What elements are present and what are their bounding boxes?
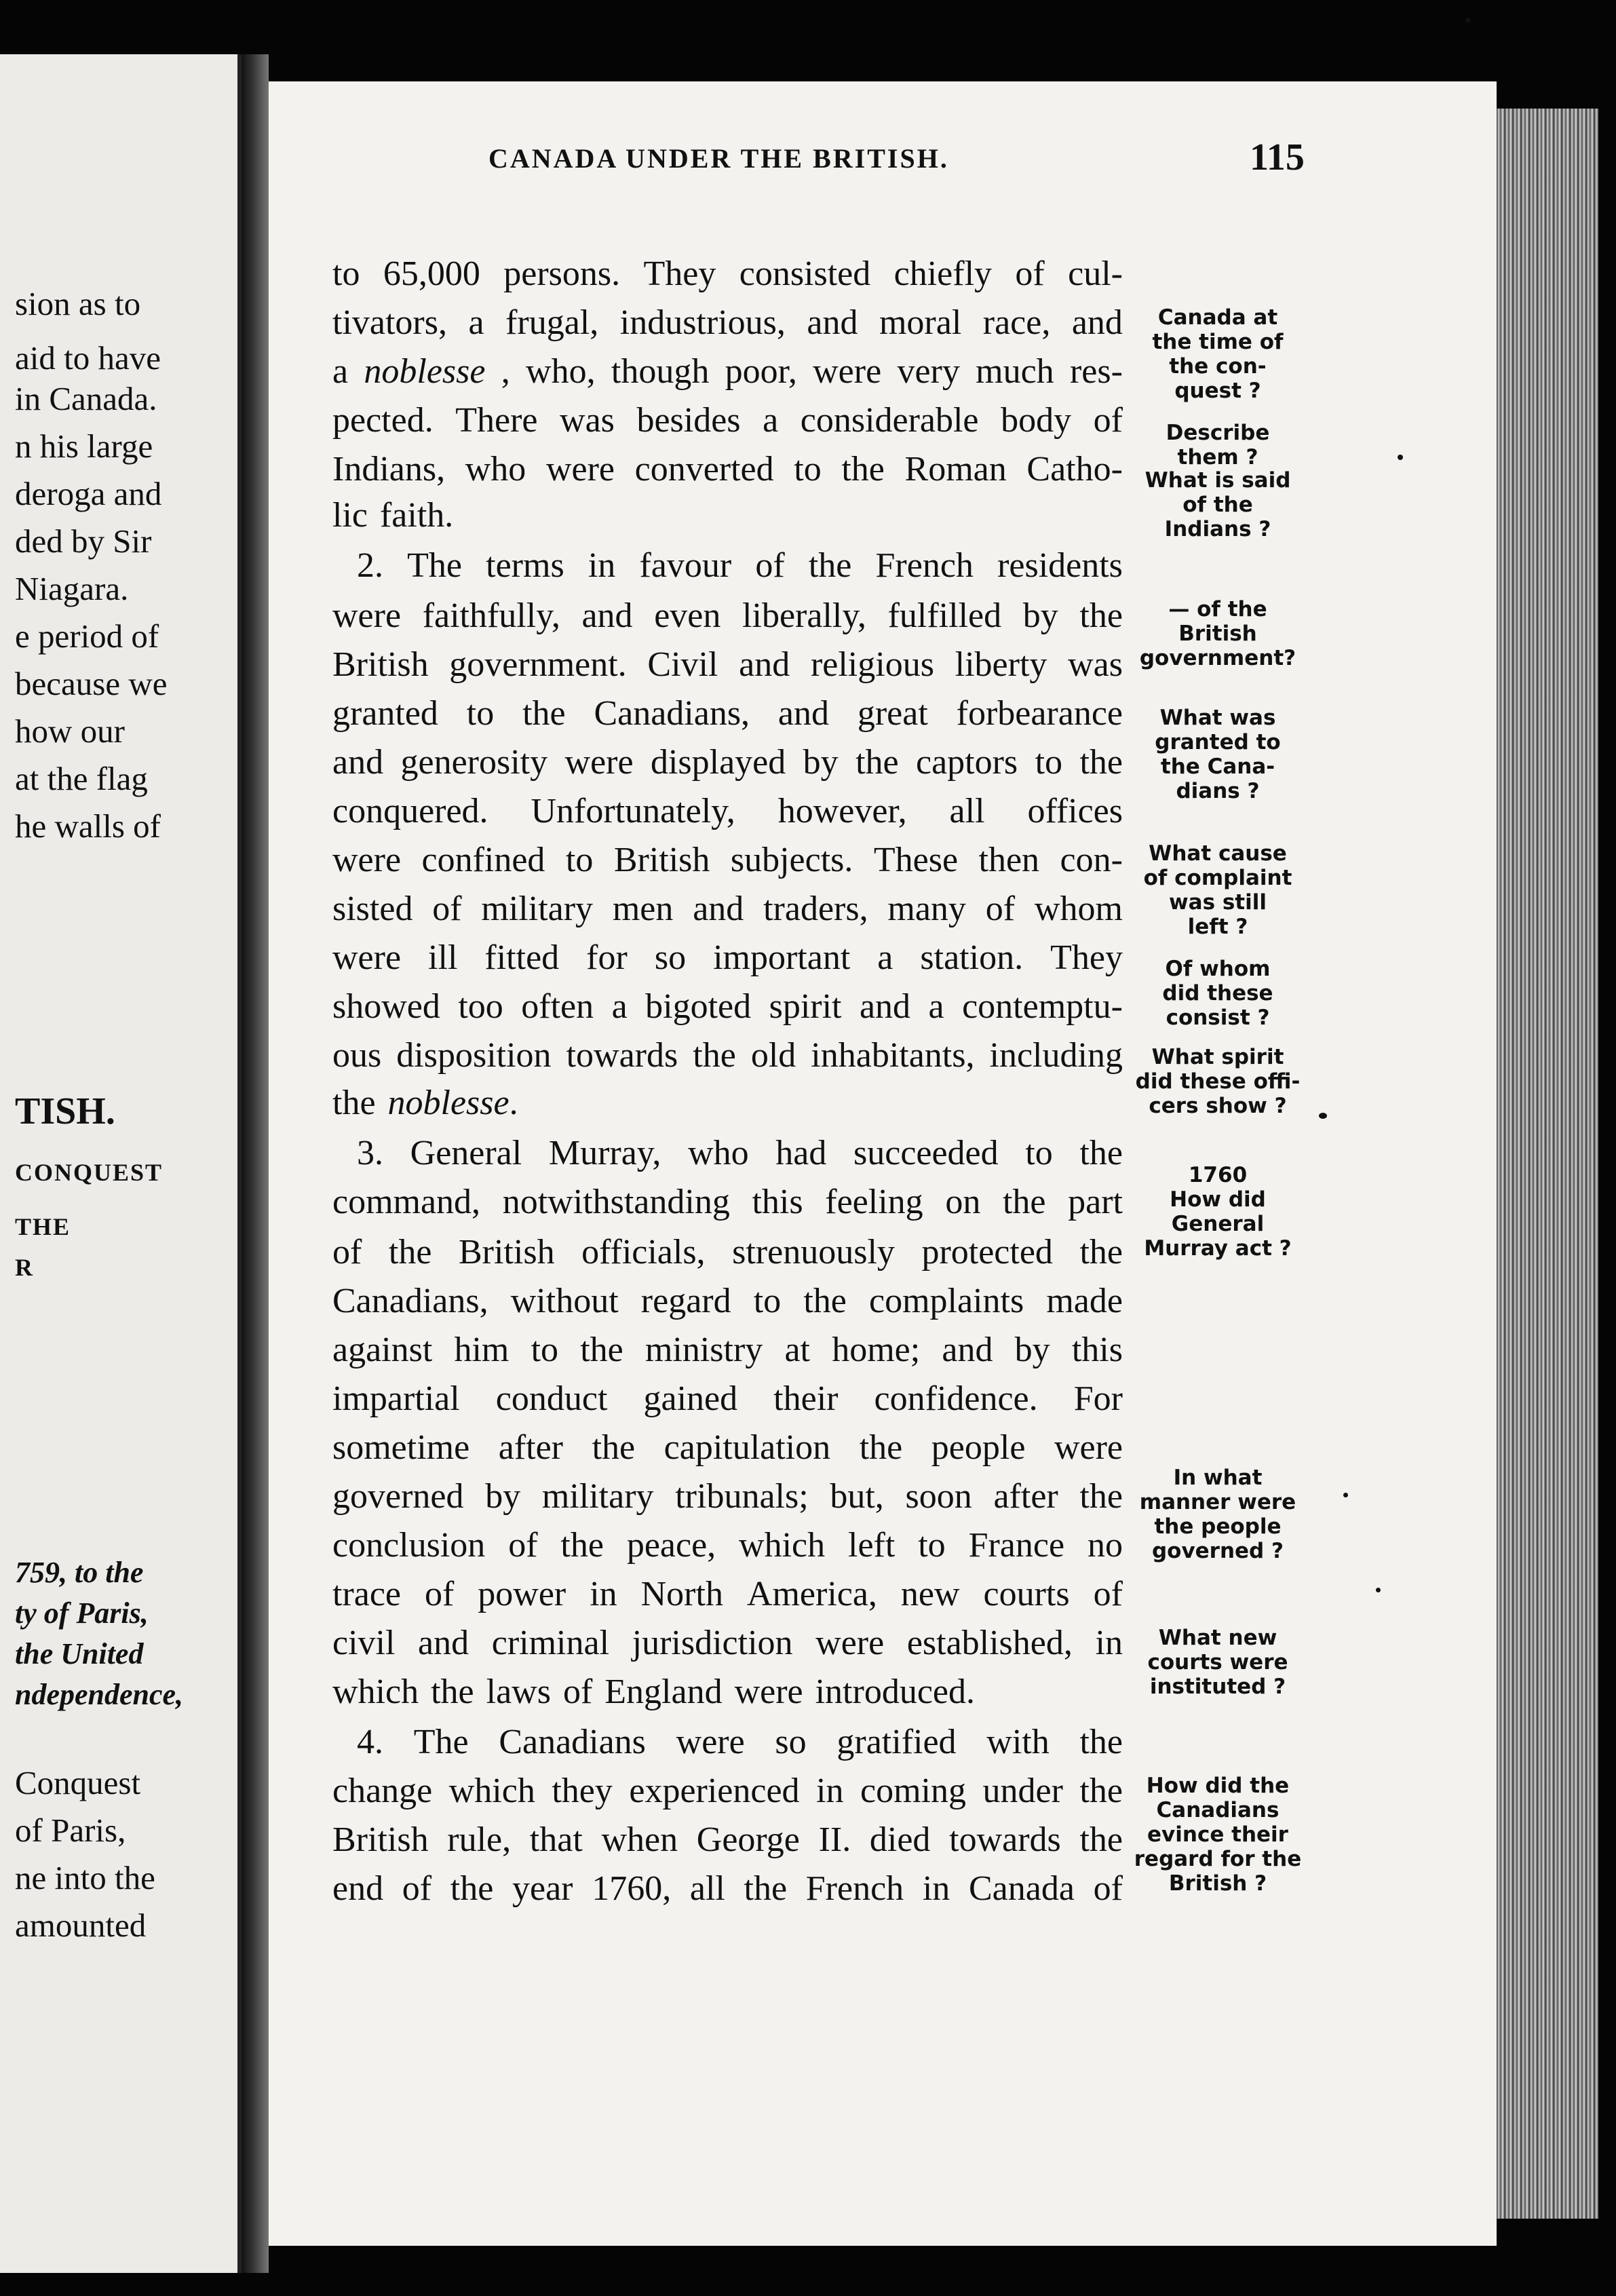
left-page-line: because we: [15, 665, 168, 702]
left-page-line: of Paris,: [15, 1812, 126, 1849]
left-page-line: aid to have: [15, 339, 161, 377]
body-line: pected. There was besides a considerable body of: [332, 401, 1123, 440]
left-page-line: Conquest: [15, 1764, 141, 1801]
body-line: which the laws of England were introduced.: [332, 1672, 975, 1711]
body-line: lic faith.: [332, 496, 454, 535]
body-line: sisted of military men and traders, many of whom: [332, 889, 1123, 928]
left-page-line: he walls of: [15, 807, 161, 845]
left-page-line: ne into the: [15, 1859, 155, 1896]
body-line: trace of power in North America, new courts of: [332, 1575, 1123, 1613]
left-page-line: deroga and: [15, 475, 162, 512]
body-line: of the British officials, strenuously protected the: [332, 1233, 1123, 1271]
book-gutter: [242, 54, 269, 2273]
body-line: command, notwithstanding this feeling on the part: [332, 1183, 1123, 1221]
body-line: ous disposition towards the old inhabitants, including: [332, 1036, 1123, 1075]
body-line: showed too often a bigoted spirit and a contemptu-: [332, 987, 1123, 1026]
margin-note: — of the British government?: [1139, 597, 1296, 670]
body-line: 3. General Murray, who had succeeded to the: [357, 1134, 1123, 1172]
margin-note: 1760 How did General Murray act ?: [1144, 1163, 1292, 1261]
ink-speck: [1376, 1588, 1381, 1592]
body-line: British government. Civil and religious liberty was: [332, 645, 1123, 684]
body-line: conquered. Unfortunately, however, all offices: [332, 792, 1123, 830]
left-page-line: TISH.: [15, 1092, 115, 1130]
body-line: granted to the Canadians, and great forbearance: [332, 694, 1123, 733]
body-line: against him to the ministry at home; and by this: [332, 1331, 1123, 1369]
body-line: tivators, a frugal, industrious, and moral race, and: [332, 303, 1123, 342]
body-line: were confined to British subjects. These then con-: [332, 841, 1123, 879]
margin-note: Canada at the time of the con- quest ?: [1152, 305, 1284, 403]
left-page-line: how our: [15, 712, 125, 750]
left-page-line: amounted: [15, 1907, 147, 1944]
left-page-line: R: [15, 1254, 34, 1281]
left-page-line: n his large: [15, 427, 153, 465]
body-line: civil and criminal jurisdiction were established, in: [332, 1624, 1123, 1662]
margin-note: In what manner were the people governed ?: [1139, 1466, 1296, 1563]
ink-speck: [1398, 455, 1403, 460]
ink-speck: [1465, 18, 1471, 23]
body-line: the noblesse .: [332, 1084, 518, 1122]
ink-speck: [1319, 1113, 1327, 1119]
left-page-line: ded by Sir: [15, 522, 152, 560]
left-page-line: at the flag: [15, 760, 148, 797]
body-line: end of the year 1760, all the French in Canada of: [332, 1869, 1123, 1908]
body-line: British rule, that when George II. died towards the: [332, 1820, 1123, 1859]
body-line: to 65,000 persons. They consisted chiefly of cul-: [332, 254, 1123, 293]
left-page-line: ty of Paris,: [15, 1596, 149, 1630]
margin-note: What cause of complaint was still left ?: [1143, 841, 1292, 939]
body-line: governed by military tribunals; but, soon after the: [332, 1477, 1123, 1516]
previous-page-fragment: [0, 54, 242, 2273]
left-page-line: THE: [15, 1213, 71, 1240]
body-line: were ill fitted for so important a station. They: [332, 938, 1123, 977]
margin-note: What new courts were instituted ?: [1147, 1626, 1288, 1699]
left-page-line: CONQUEST: [15, 1159, 163, 1186]
body-line: 4. The Canadians were so gratified with the: [357, 1723, 1123, 1761]
page-edges: [1497, 109, 1598, 2219]
left-page-line: e period of: [15, 617, 159, 655]
margin-note: Of whom did these consist ?: [1162, 957, 1273, 1030]
body-line: change which they experienced in coming under the: [332, 1772, 1123, 1810]
body-line: and generosity were displayed by the captors to the: [332, 743, 1123, 782]
body-line: impartial conduct gained their confidence. For: [332, 1379, 1123, 1418]
left-page-line: ndependence,: [15, 1678, 184, 1711]
margin-note: Describe them ?: [1166, 421, 1270, 470]
page-number: 115: [1250, 136, 1305, 178]
body-line: Indians, who were converted to the Roman Catho-: [332, 450, 1123, 489]
body-line: a noblesse , who, though poor, were very much res-: [332, 352, 1123, 391]
body-line: Canadians, without regard to the complaints made: [332, 1282, 1123, 1320]
left-page-line: in Canada.: [15, 380, 157, 417]
left-page-line: sion as to: [15, 285, 141, 322]
left-page-line: 759, to the: [15, 1556, 144, 1589]
left-page-line: the United: [15, 1637, 144, 1670]
left-page-line: Niagara.: [15, 570, 129, 607]
body-line: conclusion of the peace, which left to France no: [332, 1526, 1123, 1565]
body-line: sometime after the capitulation the people were: [332, 1428, 1123, 1467]
body-line: were faithfully, and even liberally, fulfilled by the: [332, 596, 1123, 635]
body-line: 2. The terms in favour of the French residents: [357, 546, 1123, 585]
margin-note: What is said of the Indians ?: [1144, 468, 1291, 541]
running-head: CANADA UNDER THE BRITISH.: [488, 143, 949, 174]
ink-speck: [1343, 1493, 1348, 1497]
margin-note: What spirit did these offi- cers show ?: [1135, 1045, 1301, 1118]
margin-note: How did the Canadians evince their regard for the British ?: [1134, 1774, 1302, 1896]
margin-note: What was granted to the Cana- dians ?: [1155, 706, 1281, 803]
